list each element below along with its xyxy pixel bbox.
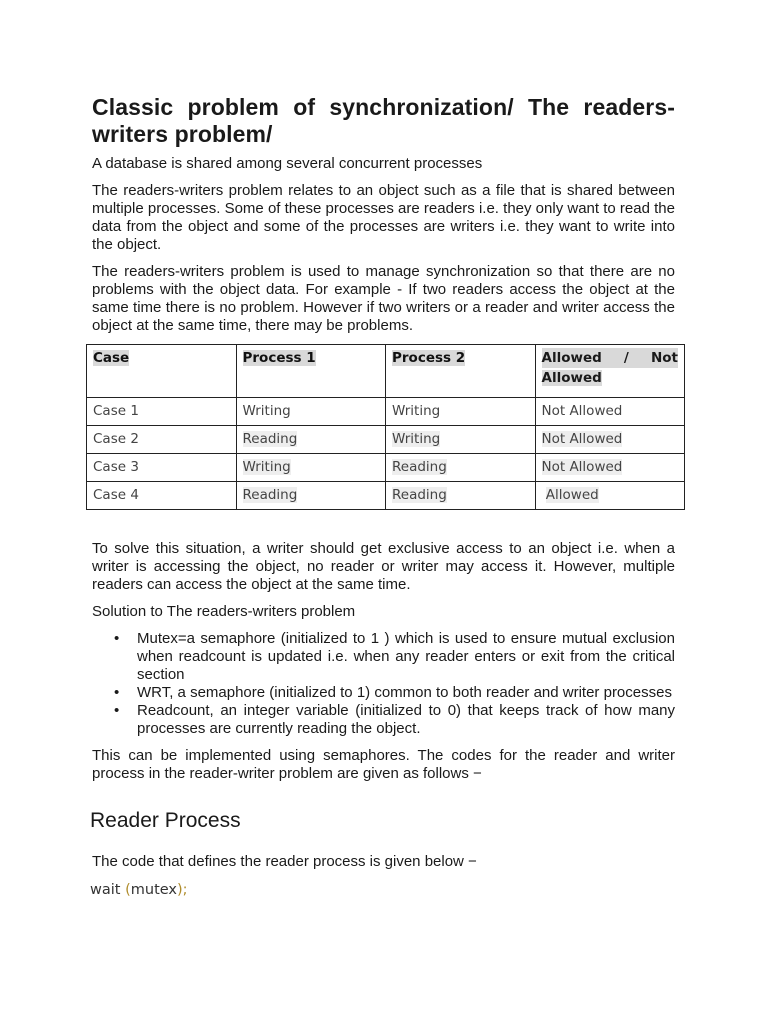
intro-paragraph: A database is shared among several concurrent processes: [92, 155, 483, 172]
reader-process-heading: Reader Process: [90, 809, 241, 832]
semaphore-list: [92, 630, 675, 738]
list-item-text: WRT, a semaphore (initialized to 1) common to both reader and writer processes: [137, 684, 672, 701]
header-allowed: [535, 345, 685, 398]
table-row: [87, 454, 685, 482]
table-cell: Case 2: [87, 426, 237, 454]
table-row: [87, 426, 685, 454]
code-arg: mutex: [130, 882, 177, 898]
list-item-text: Mutex=a semaphore (initialized to 1 ) which is used to ensure mutual exclusion when readcount is updated i.e. when any reader enters or exit from the critical section: [137, 630, 675, 683]
table-cell: Reading: [236, 426, 386, 454]
list-item-text: Readcount, an integer variable (initialized to 0) that keeps track of how many processes are currently reading the object.: [137, 702, 675, 737]
code-line: [90, 882, 675, 898]
table-cell: Writing: [386, 426, 536, 454]
table-cell: Case 3: [87, 454, 237, 482]
table-row: [87, 482, 685, 510]
solve-paragraph: To solve this situation, a writer should get exclusive access to an object i.e. when a writer is accessing the object, no reader or writer may access it. However, multiple readers can access the object at the same time.: [92, 540, 675, 593]
table-row: [87, 398, 685, 426]
reader-intro: The code that defines the reader process is given below −: [92, 853, 477, 870]
list-item: [92, 702, 675, 738]
code-close: );: [177, 882, 188, 898]
header-case: Case: [87, 345, 237, 398]
bullet-icon: •: [114, 702, 120, 719]
document-page: [90, 94, 678, 898]
cases-table: [86, 344, 685, 510]
table-header-row: [87, 345, 685, 398]
table-cell: Not Allowed: [535, 454, 685, 482]
solution-heading: Solution to The readers-writers problem: [92, 603, 356, 620]
table-cell: Case 1: [87, 398, 237, 426]
table-cell: Reading: [386, 482, 536, 510]
code-open-paren: (: [125, 882, 131, 898]
header-allowed-line2: Allowed: [541, 370, 602, 386]
code-fn: wait: [90, 882, 126, 898]
table-cell: Case 4: [87, 482, 237, 510]
table-cell: Writing: [386, 398, 536, 426]
bullet-icon: •: [114, 684, 120, 701]
bullet-icon: •: [114, 630, 120, 647]
table-cell: Reading: [236, 482, 386, 510]
table-cell: Writing: [236, 454, 386, 482]
list-item: [92, 630, 675, 684]
header-process-1: Process 1: [236, 345, 386, 398]
header-process-2: Process 2: [386, 345, 536, 398]
list-item: [92, 684, 675, 702]
synchronization-paragraph: The readers-writers problem is used to manage synchronization so that there are no problems with the object data. For example - If two readers access the object at the same time there is no problem. However if two writers or a reader and writer access the object at the same time, there may be problems.: [92, 263, 675, 334]
readers-writers-description: The readers-writers problem relates to an object such as a file that is shared between multiple processes. Some of these processes are readers i.e. they only want to read the data from the object and some of the processes are writers i.e. they want to write into the object.: [92, 182, 675, 253]
table-cell: Not Allowed: [535, 398, 685, 426]
table-cell: Allowed: [535, 482, 685, 510]
table-cell: Reading: [386, 454, 536, 482]
table-cell: Not Allowed: [535, 426, 685, 454]
table-cell: Writing: [236, 398, 386, 426]
header-allowed-line1: Allowed / Not: [541, 350, 678, 366]
implementation-paragraph: This can be implemented using semaphores. The codes for the reader and writer process in the reader-writer problem are given as follows −: [92, 747, 675, 782]
document-title: Classic problem of synchronization/ The readers-writers problem/: [92, 94, 675, 147]
